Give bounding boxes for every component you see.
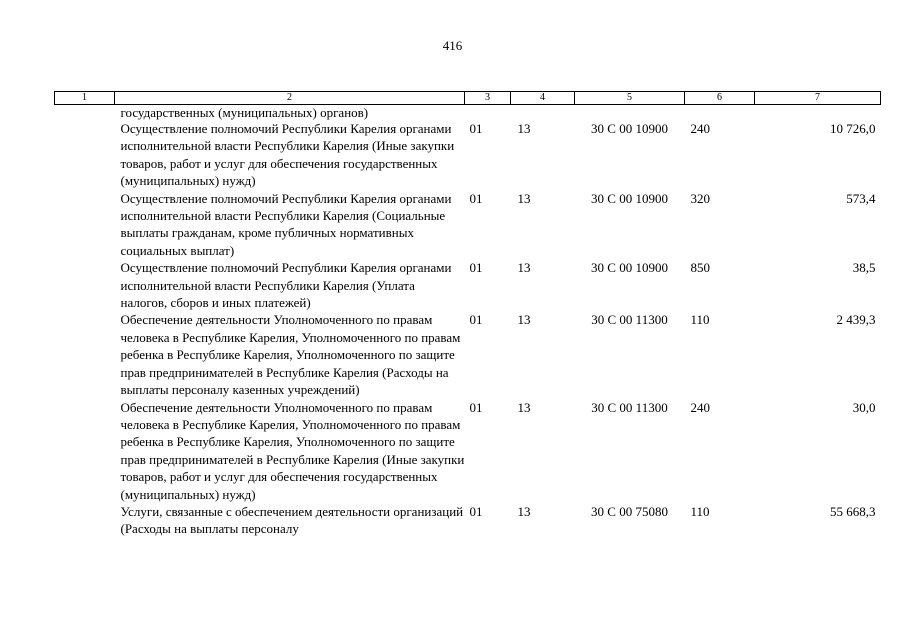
table-row <box>55 311 881 398</box>
page-number: 416 <box>442 38 463 53</box>
section-code: 01 <box>469 121 483 136</box>
header-col-3: 3 <box>465 92 511 105</box>
target-article-code: 30 С 00 10900 <box>591 190 668 206</box>
subsection-code: 13 <box>517 260 531 276</box>
subsection-code: 13 <box>517 503 531 519</box>
target-article-code: 30 С 00 11300 <box>591 399 668 415</box>
target-article-code: 30 С 00 75080 <box>591 503 668 519</box>
expense-type-code: 240 <box>690 121 710 136</box>
table-row <box>55 399 881 503</box>
header-col-4: 4 <box>511 92 575 105</box>
table-row <box>55 120 881 190</box>
amount: 573,4 <box>846 190 876 206</box>
amount: 2 439,3 <box>836 312 876 328</box>
header-row <box>55 92 881 105</box>
subsection-code: 13 <box>517 190 531 206</box>
item-name: Обеспечение деятельности Уполномоченного по правам человека в Республике Карелия, Уполномоченного по правам ребенка в Республике Карелия, Уполномоченного по защите прав предпринимателей в Республике Карелия (Иные закупки товаров, работ и услуг для обеспечения государственных (муниципальных) нужд) <box>120 399 465 502</box>
expense-type-code: 850 <box>690 260 710 276</box>
table-row <box>55 503 881 538</box>
subsection-code: 13 <box>517 312 531 328</box>
header-col-7: 7 <box>755 92 881 105</box>
item-name: Осуществление полномочий Республики Карелия органами исполнительной власти Республики Карелия (Уплата налогов, сборов и иных платежей) <box>120 260 452 311</box>
target-article-code: 30 С 00 10900 <box>591 121 668 136</box>
continuation-text: государственных (муниципальных) органов) <box>120 105 369 120</box>
item-name: Услуги, связанные с обеспечением деятельности организаций (Расходы на выплаты персоналу <box>120 503 464 537</box>
amount: 55 668,3 <box>830 503 876 519</box>
expense-type-code: 320 <box>690 190 710 206</box>
header-col-5: 5 <box>575 92 685 105</box>
section-code: 01 <box>469 312 483 328</box>
amount: 30,0 <box>852 399 876 415</box>
table-row <box>55 190 881 260</box>
header-col-2: 2 <box>115 92 465 105</box>
budget-table <box>54 91 881 538</box>
header-col-1: 1 <box>55 92 115 105</box>
section-code: 01 <box>469 399 483 415</box>
table-row <box>55 259 881 311</box>
item-name: Осуществление полномочий Республики Карелия органами исполнительной власти Республики Карелия (Иные закупки товаров, работ и услуг для обеспечения государственных (муниципальных) нужд) <box>120 121 455 189</box>
amount: 10 726,0 <box>830 121 876 136</box>
expense-type-code: 110 <box>690 312 710 328</box>
item-name: Осуществление полномочий Республики Карелия органами исполнительной власти Республики Карелия (Социальные выплаты гражданам, кроме публичных нормативных социальных выплат) <box>120 190 452 258</box>
section-code: 01 <box>469 260 483 276</box>
amount: 38,5 <box>852 260 876 276</box>
subsection-code: 13 <box>517 121 531 136</box>
expense-type-code: 240 <box>690 399 710 415</box>
continuation-row <box>55 105 881 121</box>
section-code: 01 <box>469 503 483 519</box>
expense-type-code: 110 <box>690 503 710 519</box>
subsection-code: 13 <box>517 399 531 415</box>
target-article-code: 30 С 00 10900 <box>591 260 668 276</box>
item-name: Обеспечение деятельности Уполномоченного по правам человека в Республике Карелия, Уполномоченного по правам ребенка в Республике Карелия, Уполномоченного по защите прав предпринимателей в Республике Карелия (Расходы на выплаты персоналу казенных учреждений) <box>120 312 461 398</box>
target-article-code: 30 С 00 11300 <box>591 312 668 328</box>
header-col-6: 6 <box>685 92 755 105</box>
section-code: 01 <box>469 190 483 206</box>
